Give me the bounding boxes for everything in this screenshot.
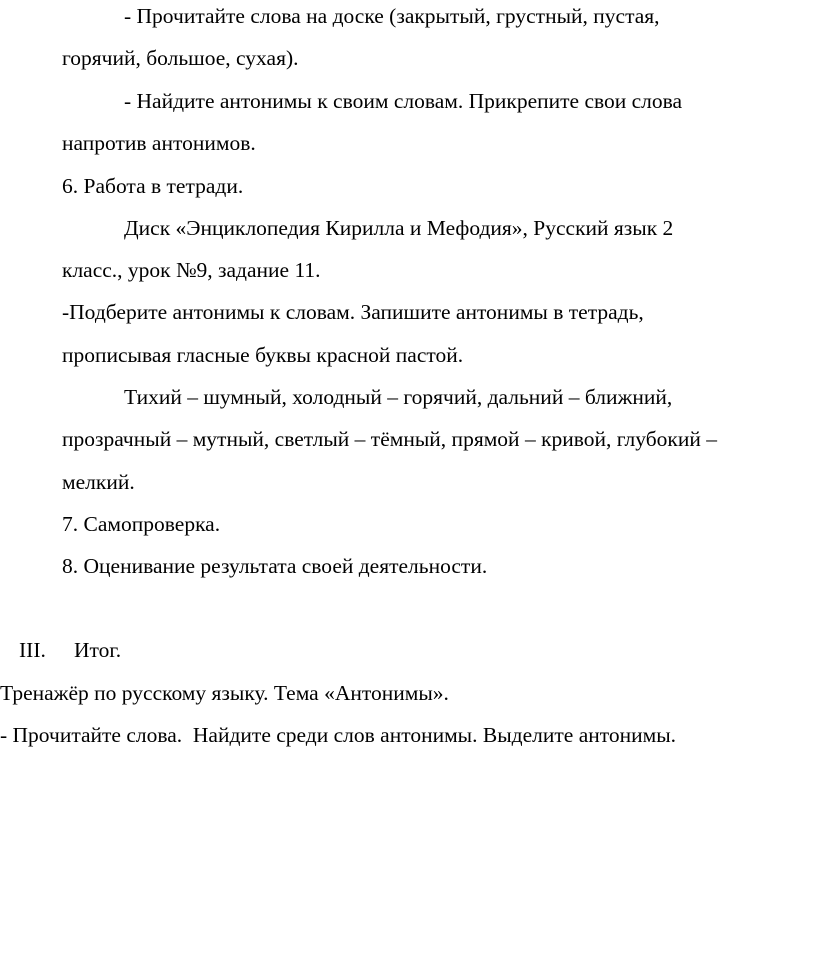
- text-line: мелкий.: [62, 470, 135, 494]
- text-line: прозрачный – мутный, светлый – тёмный, прямой – кривой, глубокий –: [62, 427, 717, 451]
- text-line: 7. Самопроверка.: [62, 512, 221, 536]
- text-line: 6. Работа в тетради.: [62, 174, 244, 198]
- section-title: Итог.: [74, 638, 122, 662]
- section-number: III.: [19, 638, 46, 662]
- text-line: прописывая гласные буквы красной пастой.: [62, 343, 464, 367]
- text-line: -Подберите антонимы к словам. Запишите антонимы в тетрадь,: [62, 300, 644, 324]
- text-line: Диск «Энциклопедия Кирилла и Мефодия», Русский язык 2: [124, 216, 674, 240]
- text-line: 8. Оценивание результата своей деятельности.: [62, 554, 488, 578]
- trainer-line: Тренажёр по русскому языку. Тема «Антонимы».: [0, 681, 449, 705]
- text-line: - Прочитайте слова на доске (закрытый, грустный, пустая,: [124, 4, 660, 28]
- text-line: класс., урок №9, задание 11.: [62, 258, 321, 282]
- text-line: горячий, большое, сухая).: [62, 46, 299, 70]
- text-line: - Найдите антонимы к своим словам. Прикрепите свои слова: [124, 89, 683, 113]
- text-line: Тихий – шумный, холодный – горячий, дальний – ближний,: [124, 385, 673, 409]
- text-line: напротив антонимов.: [62, 131, 256, 155]
- task-line: - Прочитайте слова. Найдите среди слов антонимы. Выделите антонимы.: [0, 723, 677, 747]
